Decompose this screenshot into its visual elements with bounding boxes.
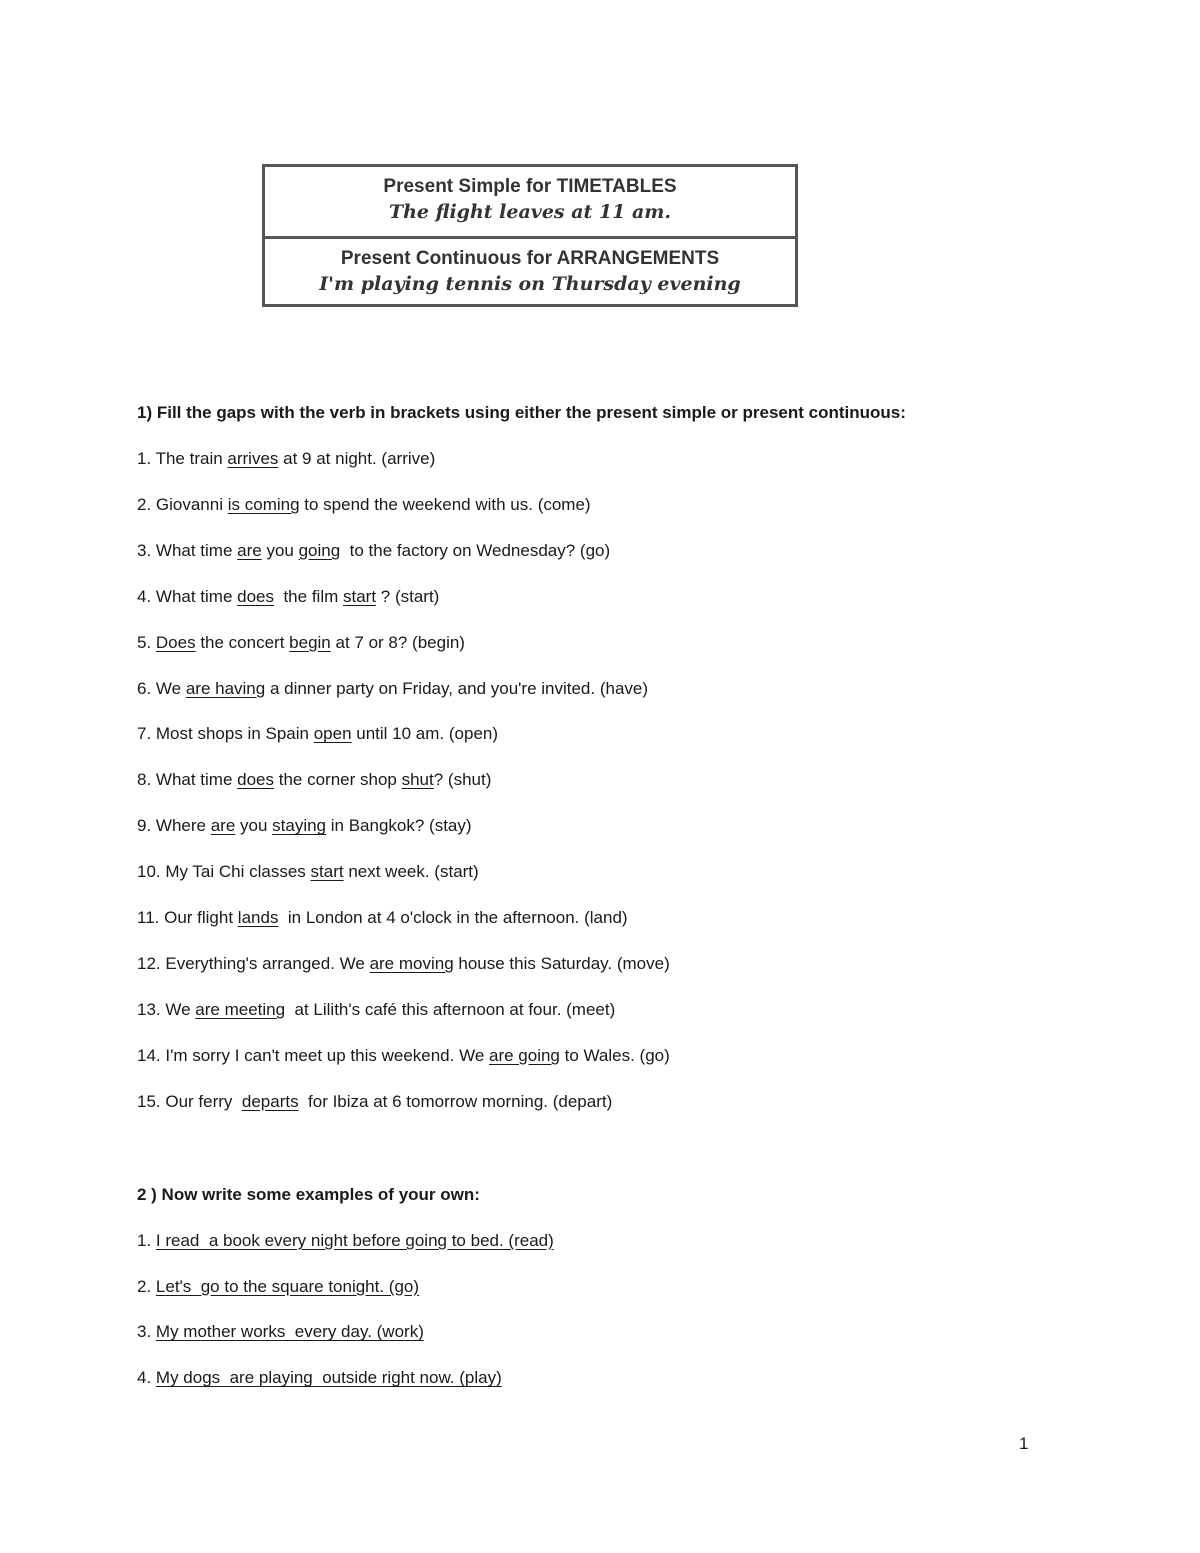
answer-text: going (298, 540, 341, 560)
sentence-text: 3. What time (137, 540, 238, 560)
exercise1-item (137, 1091, 612, 1113)
timetables-heading: Present Simple for TIMETABLES (383, 176, 677, 197)
sentence-text: in London at 4 o'clock in the afternoon. (land) (278, 908, 628, 927)
exercise1-item (137, 678, 648, 700)
exercise1-item (137, 723, 498, 745)
exercise1-item (137, 540, 610, 562)
sentence-text: 15. Our ferry (137, 1091, 242, 1111)
sentence-text: house this Saturday. (move) (453, 953, 670, 973)
sentence-text: next week. (start) (343, 862, 479, 882)
sentence-text: 12. Everything's arranged. We (137, 953, 370, 973)
exercise2-item (137, 1276, 419, 1298)
answer-text: are having (185, 678, 266, 698)
answer-text: start (310, 862, 344, 882)
exercise1-item (137, 907, 628, 929)
sentence-text: 1. (137, 1231, 156, 1250)
exercise1-item (137, 632, 465, 654)
exercise2-item (137, 1321, 424, 1343)
answer-text: I read a book every night before going to bed. (read) (155, 1231, 554, 1250)
sentence-text: you (261, 540, 299, 560)
exercise1-item (137, 448, 435, 470)
exercise1-item (137, 815, 472, 837)
sentence-text: 10. My Tai Chi classes (137, 862, 311, 882)
answer-text: are meeting (195, 999, 286, 1019)
answer-text: are (210, 816, 236, 836)
sentence-text: the corner shop (274, 770, 402, 790)
sentence-text: 13. We (137, 999, 196, 1019)
arrangements-example: I'm playing tennis on Thursday evening (319, 272, 741, 295)
exercise1-item (137, 861, 479, 883)
exercise1-item (137, 1045, 670, 1067)
sentence-text: the concert (195, 632, 290, 652)
answer-text: start (342, 586, 377, 606)
sentence-text: to the factory on Wednesday? (go) (340, 540, 611, 560)
exercise1-item (137, 953, 670, 975)
answer-text: lands (237, 908, 279, 927)
exercise2-item (137, 1367, 502, 1389)
answer-text: begin (289, 632, 331, 652)
sentence-text: at 7 or 8? (begin) (330, 632, 465, 652)
answer-text: Let's go to the square tonight. (go) (155, 1276, 420, 1296)
sentence-text: until 10 am. (open) (351, 724, 499, 744)
sentence-text: at Lilith's café this afternoon at four. (meet) (285, 999, 616, 1019)
sentence-text: for Ibiza at 6 tomorrow morning. (depart) (298, 1091, 613, 1111)
sentence-text: 7. Most shops in Spain (137, 724, 314, 744)
exercise1-item (137, 586, 439, 608)
answer-text: are going (489, 1045, 560, 1065)
answer-text: departs (241, 1091, 299, 1111)
sentence-text: you (235, 816, 273, 836)
sentence-text: ? (start) (376, 586, 440, 606)
sentence-text: 6. We (137, 678, 186, 698)
answer-text: arrives (227, 449, 279, 468)
sentence-text: 14. I'm sorry I can't meet up this weekend. We (137, 1045, 489, 1065)
answer-text: is coming (227, 494, 300, 514)
answer-text: My dogs are playing outside right now. (play) (155, 1368, 502, 1388)
answer-text: open (313, 724, 352, 744)
sentence-text: 11. Our flight (137, 908, 238, 927)
sentence-text: ? (shut) (433, 770, 492, 790)
arrangements-rule (265, 236, 795, 305)
sentence-text: 4. (137, 1368, 156, 1388)
sentence-text: 1. The train (137, 449, 228, 468)
sentence-text: to spend the weekend with us. (come) (299, 494, 591, 514)
sentence-text: 5. (137, 632, 156, 652)
exercise1-instruction: 1) Fill the gaps with the verb in brackets using either the present simple or present continuous: (137, 403, 906, 422)
exercise1-item (137, 769, 491, 791)
sentence-text: 9. Where (137, 816, 211, 836)
exercise1-item (137, 999, 615, 1021)
sentence-text: to Wales. (go) (559, 1045, 670, 1065)
sentence-text: at 9 at night. (arrive) (278, 449, 436, 468)
exercise2-item (137, 1230, 554, 1252)
arrangements-heading: Present Continuous for ARRANGEMENTS (340, 247, 720, 269)
answer-text: are moving (369, 953, 454, 973)
answer-text: does (237, 770, 275, 790)
answer-text: does (237, 586, 275, 606)
sentence-text: 2. Giovanni (137, 494, 228, 514)
timetables-example: The flight leaves at 11 am. (388, 201, 672, 223)
sentence-text: 2. (137, 1276, 156, 1296)
timetables-rule (265, 167, 795, 236)
sentence-text: the film (274, 586, 343, 606)
exercise1-item (137, 494, 591, 516)
grammar-rule-box (262, 164, 798, 307)
answer-text: are (237, 540, 262, 560)
sentence-text: 8. What time (137, 770, 238, 790)
sentence-text: a dinner party on Friday, and you're invited. (have) (265, 678, 649, 698)
sentence-text: 3. (137, 1322, 156, 1342)
sentence-text: 4. What time (137, 586, 238, 606)
sentence-text: in Bangkok? (stay) (326, 816, 472, 836)
exercise2-instruction: 2 ) Now write some examples of your own: (137, 1185, 480, 1204)
page-number: 1 (1019, 1434, 1029, 1453)
answer-text: Does (155, 632, 196, 652)
answer-text: shut (401, 770, 434, 790)
answer-text: staying (272, 816, 327, 836)
answer-text: My mother works every day. (work) (155, 1322, 424, 1342)
